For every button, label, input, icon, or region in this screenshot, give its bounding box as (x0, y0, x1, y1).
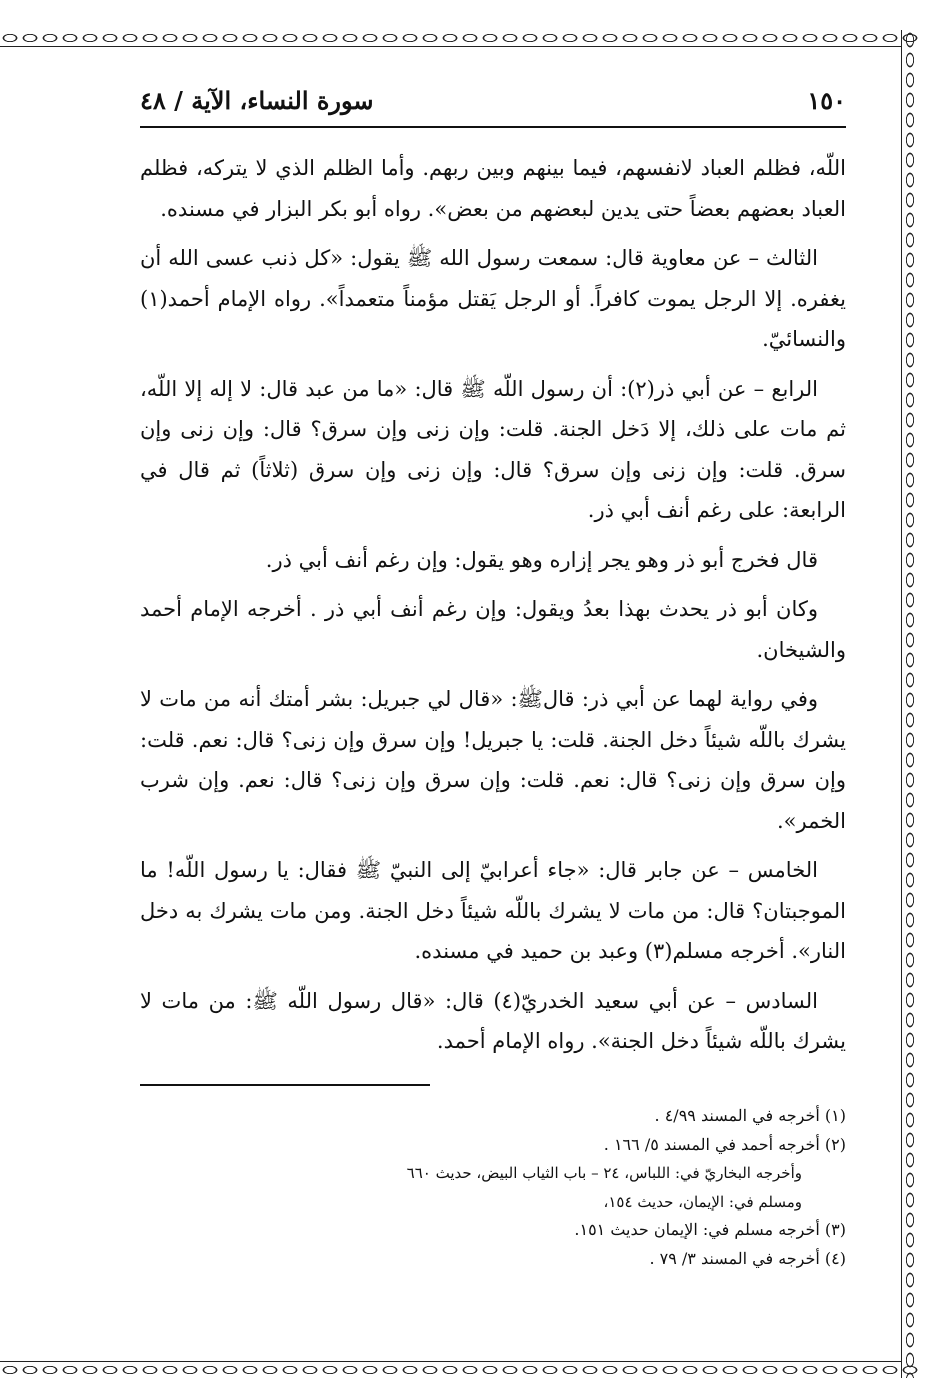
footnote: (٤) أخرجه في المسند ٣/ ٧٩ . (649, 1248, 846, 1268)
border-line-right (901, 30, 902, 1378)
paragraph: قال فخرج أبو ذر وهو يجر إزاره وهو يقول: وإن رغم أنف أبي ذر. (265, 547, 818, 572)
ornamental-border-top (0, 30, 920, 46)
border-line-bottom (0, 1361, 902, 1362)
footnote-continuation: ومسلم في: الإيمان، حديث ١٥٤، (603, 1192, 802, 1211)
ornamental-border-right (902, 30, 918, 1378)
paragraph: وفي رواية لهما عن أبي ذر: قالﷺ: «قال لي جبريل: بشر أمتك أنه من مات لا يشرك باللّه شيئاً دخل الجنة. قلت: يا جبريل! وإن سرق وإن زنى؟ قال: نعم. قلت: وإن سرق وإن زنى؟ قال: نعم. قلت: وإن سرق وإن زنى؟ قال: نعم. وإن شرب الخمر». (140, 687, 846, 833)
footnote: (٢) أخرجه أحمد في المسند ٥/ ١٦٦ . (603, 1134, 846, 1154)
paragraph: السادس – عن أبي سعيد الخدريّ(٤) قال: «قال رسول اللّه ﷺ: من مات لا يشرك باللّه شيئاً دخل الجنة». رواه الإمام أحمد. (140, 988, 846, 1053)
paragraph: اللّه، فظلم العباد لانفسهم، فيما بينهم وبين ربهم. وأما الظلم الذي لا يتركه، فظلم العباد بعضهم بعضاً حتى يدين لبعضهم من بعض». رواه أبو بكر البزار في مسنده. (140, 156, 846, 221)
running-title: سورة النساء، الآية / ٤٨ (140, 86, 374, 115)
header-divider (140, 126, 846, 128)
ornamental-border-bottom (0, 1362, 920, 1378)
border-line-top (0, 46, 902, 47)
footnotes (140, 1102, 846, 1273)
page-header (140, 80, 846, 126)
footnote: (١) أخرجه في المسند ٤/٩٩ . (654, 1106, 846, 1125)
footnote-divider (140, 1084, 430, 1086)
paragraph: وكان أبو ذر يحدث بهذا بعدُ ويقول: وإن رغم أنف أبي ذر . أخرجه الإمام أحمد والشيخان. (140, 597, 846, 662)
paragraph: الخامس – عن جابر قال: «جاء أعرابيّ إلى النبيّ ﷺ فقال: يا رسول اللّه! ما الموجبتان؟ قال: من مات لا يشرك باللّه شيئاً دخل الجنة. ومن مات يشرك به دخل النار». أخرجه مسلم(٣) وعبد بن حميد في مسنده. (140, 858, 846, 963)
paragraph: الثالث – عن معاوية قال: سمعت رسول الله ﷺ يقول: «كل ذنب عسى الله أن يغفره. إلا الرجل يموت كافراً. أو الرجل يَقتل مؤمناً متعمداً». رواه الإمام أحمد(١) والنسائيّ. (140, 246, 846, 351)
page-number: ١٥٠ (807, 86, 846, 115)
footnote-continuation: وأخرجه البخاريّ في: اللباس، ٢٤ – باب الثياب البيض، حديث ٦٦٠ (406, 1164, 802, 1182)
footnote: (٣) أخرجه مسلم في: الإيمان حديث ١٥١. (574, 1220, 846, 1239)
main-text (140, 148, 846, 1071)
paragraph: الرابع – عن أبي ذر(٢): أن رسول اللّه ﷺ قال: «ما من عبد قال: لا إله إلا اللّه، ثم مات على ذلك، إلا دَخل الجنة. قلت: وإن زنى وإن سرق؟ قال: وإن زنى وإن سرق. قلت: وإن زنى وإن سرق؟ قال: وإن زنى وإن سرق (ثلاثاً) ثم قال في الرابعة: على رغم أنف أبي ذر. (140, 376, 846, 522)
book-page (140, 80, 846, 1320)
